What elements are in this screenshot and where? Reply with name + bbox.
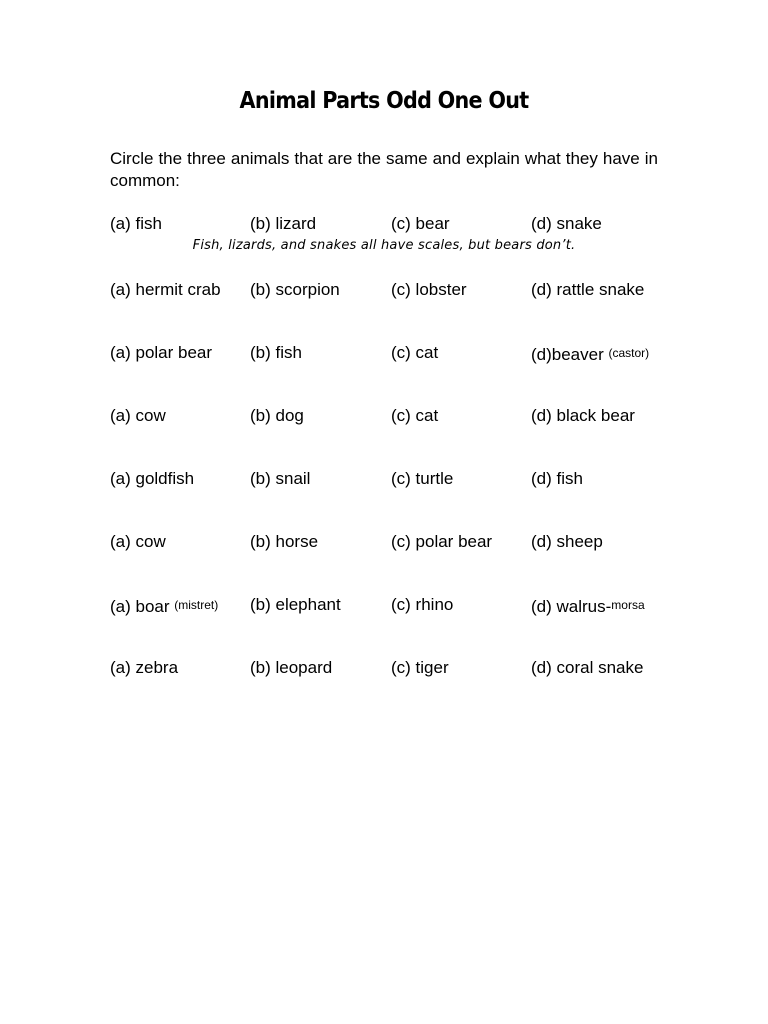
option-c: (c) rhino: [391, 595, 454, 614]
option-b: (b) leopard: [250, 658, 333, 677]
option-d: (d) rattle snake: [531, 280, 645, 299]
option-a: (a) cow: [110, 406, 166, 425]
option-b: (b) horse: [250, 532, 319, 551]
option-b: (b) lizard: [250, 214, 317, 233]
option-a: (a) fish: [110, 214, 162, 233]
question-row-5: [110, 467, 670, 491]
option-a: (a) boar: [110, 597, 170, 616]
option-b: (b) scorpion: [250, 280, 340, 299]
option-a-group: [110, 593, 218, 619]
question-row-2: [110, 278, 670, 302]
option-d: (d) black bear: [531, 406, 635, 425]
option-a: (a) zebra: [110, 658, 179, 677]
option-c: (c) tiger: [391, 658, 449, 677]
option-a: (a) cow: [110, 532, 166, 551]
option-d-group: [531, 341, 649, 367]
option-d: (d)beaver: [531, 345, 604, 364]
option-c: (c) polar bear: [391, 532, 493, 551]
translation-note: (mistret): [174, 598, 219, 612]
option-c: (c) bear: [391, 214, 450, 233]
option-c: (c) cat: [391, 406, 439, 425]
option-b: (b) dog: [250, 406, 304, 425]
option-b: (b) snail: [250, 469, 311, 488]
option-b: (b) elephant: [250, 595, 341, 614]
option-d: (d) walrus-: [531, 597, 612, 616]
translation-note: morsa: [611, 598, 645, 612]
example-answer: Fish, lizards, and snakes all have scales, but bears don’t.: [192, 238, 576, 253]
page-title: Animal Parts Odd One Out: [239, 88, 529, 114]
option-d: (d) coral snake: [531, 658, 644, 677]
question-row-6: [110, 530, 670, 554]
option-c: (c) turtle: [391, 469, 454, 488]
option-d: (d) sheep: [531, 532, 603, 551]
option-a: (a) polar bear: [110, 343, 213, 362]
option-a: (a) hermit crab: [110, 280, 221, 299]
question-row-4: [110, 404, 670, 428]
question-row-8: [110, 656, 670, 680]
option-c: (c) lobster: [391, 280, 467, 299]
question-row-3: [110, 341, 670, 365]
option-d: (d) fish: [531, 469, 583, 488]
instructions-text: Circle the three animals that are the same and explain what they have in common:: [110, 149, 658, 190]
question-row-1: [110, 212, 670, 236]
option-d: (d) snake: [531, 214, 602, 233]
translation-note: (castor): [608, 346, 650, 360]
option-c: (c) cat: [391, 343, 439, 362]
option-a: (a) goldfish: [110, 469, 195, 488]
question-row-7: [110, 593, 670, 617]
option-d-group: [531, 593, 645, 619]
option-b: (b) fish: [250, 343, 302, 362]
